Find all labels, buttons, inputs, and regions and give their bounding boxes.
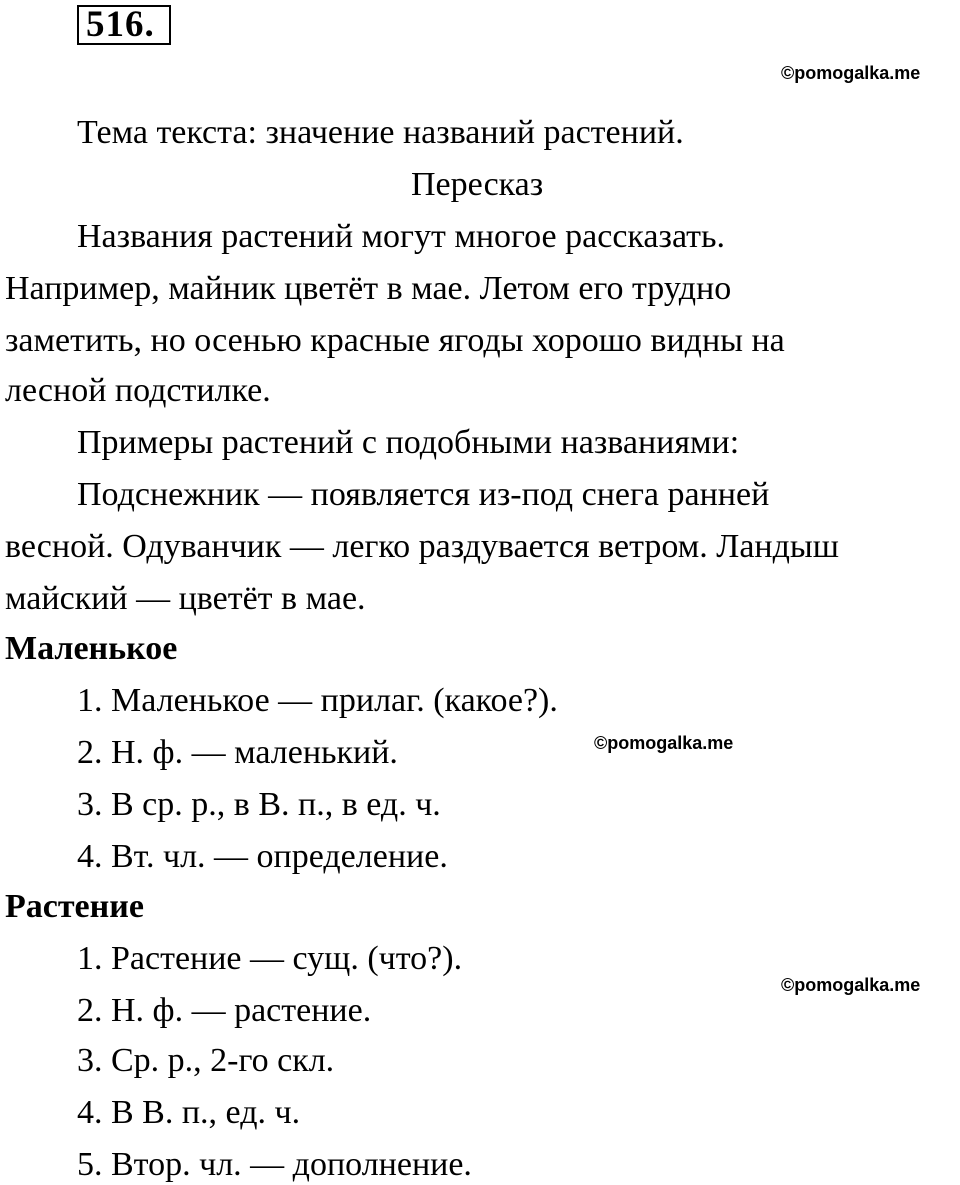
exercise-number: 516. (86, 4, 155, 45)
analysis-word-heading: Маленькое (5, 630, 178, 667)
retelling-line: майский — цветёт в мае. (5, 580, 366, 617)
analysis-item: 1. Растение — сущ. (что?). (77, 940, 463, 977)
retelling-line: Примеры растений с подобными названиями: (77, 424, 740, 461)
retelling-line: лесной подстилке. (5, 372, 271, 409)
watermark: ©pomogalka.me (594, 733, 734, 753)
analysis-item: 4. Вт. чл. — определение. (77, 838, 448, 875)
analysis-item: 2. Н. ф. — маленький. (77, 734, 398, 771)
retelling-line: Например, майник цветёт в мае. Летом его трудно (5, 270, 732, 307)
retelling-line: Подснежник — появляется из-под снега ранней (77, 476, 770, 513)
analysis-item: 1. Маленькое — прилаг. (какое?). (77, 682, 558, 719)
retelling-title: Пересказ (411, 166, 544, 203)
analysis-item: 3. Ср. р., 2-го скл. (77, 1042, 335, 1079)
watermark: ©pomogalka.me (781, 63, 921, 83)
retelling-line: Названия растений могут многое рассказать. (77, 218, 726, 255)
retelling-line: весной. Одуванчик — легко раздувается ветром. Ландыш (5, 528, 839, 565)
watermark: ©pomogalka.me (781, 975, 921, 995)
analysis-word-heading: Растение (5, 888, 144, 925)
analysis-item: 3. В ср. р., в В. п., в ед. ч. (77, 786, 441, 823)
analysis-item: 4. В В. п., ед. ч. (77, 1094, 301, 1131)
analysis-item: 5. Втор. чл. — дополнение. (77, 1146, 472, 1183)
analysis-item: 2. Н. ф. — растение. (77, 992, 372, 1029)
retelling-line: заметить, но осенью красные ягоды хорошо видны на (5, 322, 785, 359)
topic-line: Тема текста: значение названий растений. (77, 114, 684, 151)
